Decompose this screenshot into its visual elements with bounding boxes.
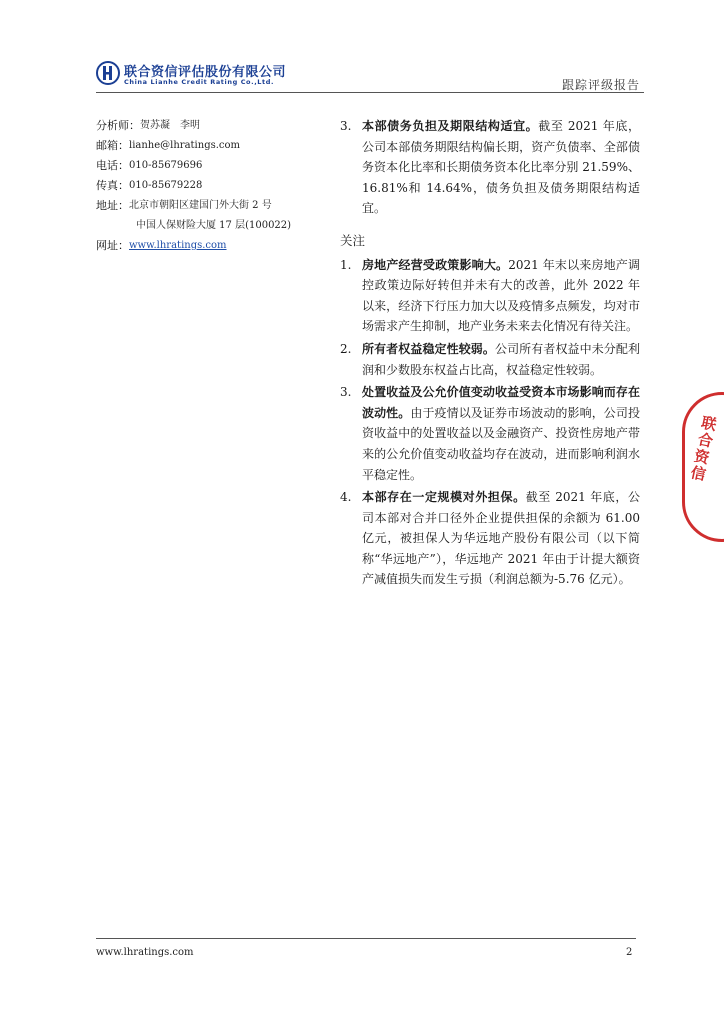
strength-item bbox=[340, 116, 640, 219]
phone-row bbox=[96, 156, 306, 176]
email-label: 邮箱： bbox=[96, 139, 129, 152]
analyst-row bbox=[96, 116, 306, 136]
report-type: 跟踪评级报告 bbox=[561, 78, 640, 92]
item-body bbox=[362, 382, 640, 485]
analyst-label: 分析师： bbox=[96, 119, 140, 132]
item-number: 3. bbox=[340, 385, 352, 400]
item-number: 3. bbox=[340, 119, 352, 133]
item-number: 4. bbox=[340, 490, 352, 505]
item-body bbox=[362, 255, 640, 337]
item-title: 房地产经营受政策影响大。 bbox=[362, 257, 509, 272]
website-row bbox=[96, 236, 306, 256]
seal-text: 联合资信 bbox=[687, 413, 719, 485]
item-text: 截至 2021 年底，公司本部对合并口径外企业提供担保的余额为 61.00 亿元，被担保人为华远地产股份有限公司（以下简称“华远地产”），华远地产 2021 年由于计提大额资产减值损失而发生亏损（利润总额为-5.76 亿元）。 bbox=[362, 490, 640, 587]
company-logo-icon bbox=[96, 61, 120, 85]
concern-item bbox=[340, 487, 640, 590]
fax-label: 传真： bbox=[96, 179, 129, 192]
website-label: 网址： bbox=[96, 239, 129, 252]
item-text: 截至 2021 年底，公司本部债务期限结构偏长期，资产负债率、全部债务资本化比率和长期债务资本化比率分别 21.59%、16.81%和 14.64%，债务负担及债务期限结构适宜。 bbox=[362, 119, 640, 216]
email-value[interactable]: lianhe@lhratings.com bbox=[129, 140, 241, 151]
concern-item bbox=[340, 382, 640, 485]
phone-value: 010-85679696 bbox=[129, 160, 203, 171]
phone-label: 电话： bbox=[96, 159, 129, 172]
item-body bbox=[362, 116, 640, 219]
page-number: 2 bbox=[626, 947, 633, 958]
item-title: 本部存在一定规模对外担保。 bbox=[362, 490, 526, 505]
page-header bbox=[96, 54, 644, 94]
item-text: 2021 年末以来房地产调控政策边际好转但并未有大的改善，此外 2022 年以来，经济下行压力加大以及疫情多点频发，均对市场需求产生抑制，地产业务未来去化情况有待关注。 bbox=[362, 257, 640, 334]
footer-url[interactable]: www.lhratings.com bbox=[96, 947, 194, 958]
analyst-value: 贺苏凝 李明 bbox=[140, 120, 200, 131]
contact-block bbox=[96, 116, 306, 256]
item-text: 公司所有者权益中未分配利润和少数股东权益占比高，权益稳定性较弱。 bbox=[362, 341, 640, 377]
main-text bbox=[340, 116, 640, 592]
item-body bbox=[362, 339, 640, 380]
website-link[interactable]: www.lhratings.com bbox=[129, 240, 227, 251]
address-label: 地址： bbox=[96, 199, 129, 212]
address-row bbox=[96, 196, 306, 216]
email-row bbox=[96, 136, 306, 156]
item-title: 本部债务负担及期限结构适宜。 bbox=[362, 119, 539, 133]
item-title: 处置收益及公允价值变动收益受资本市场影响而存在波动性。 bbox=[362, 385, 640, 420]
address-line-1: 北京市朝阳区建国门外大街 2 号 bbox=[129, 200, 272, 211]
header-divider bbox=[96, 92, 644, 93]
concerns-heading: 关注 bbox=[340, 232, 366, 248]
company-name-cn: 联合资信评估股份有限公司 bbox=[124, 65, 287, 80]
concern-item bbox=[340, 339, 640, 380]
company-name-en: China Lianhe Credit Rating Co.,Ltd. bbox=[124, 78, 275, 86]
footer-divider bbox=[96, 938, 636, 939]
item-number: 1. bbox=[340, 257, 352, 272]
item-text: 由于疫情以及证券市场波动的影响，公司投资收益中的处置收益以及金融资产、投资性房地产带来的公允价值变动收益均存在波动，进而影响利润水平稳定性。 bbox=[362, 405, 640, 482]
address-row-2 bbox=[96, 216, 306, 236]
address-line-2: 中国人保财险大厦 17 层(100022) bbox=[136, 220, 292, 231]
item-number: 2. bbox=[340, 341, 352, 356]
concern-item bbox=[340, 255, 640, 337]
item-title: 所有者权益稳定性较弱。 bbox=[362, 341, 495, 356]
fax-row bbox=[96, 176, 306, 196]
company-seal-stamp bbox=[682, 392, 724, 542]
fax-value: 010-85679228 bbox=[129, 180, 203, 191]
item-body bbox=[362, 487, 640, 590]
